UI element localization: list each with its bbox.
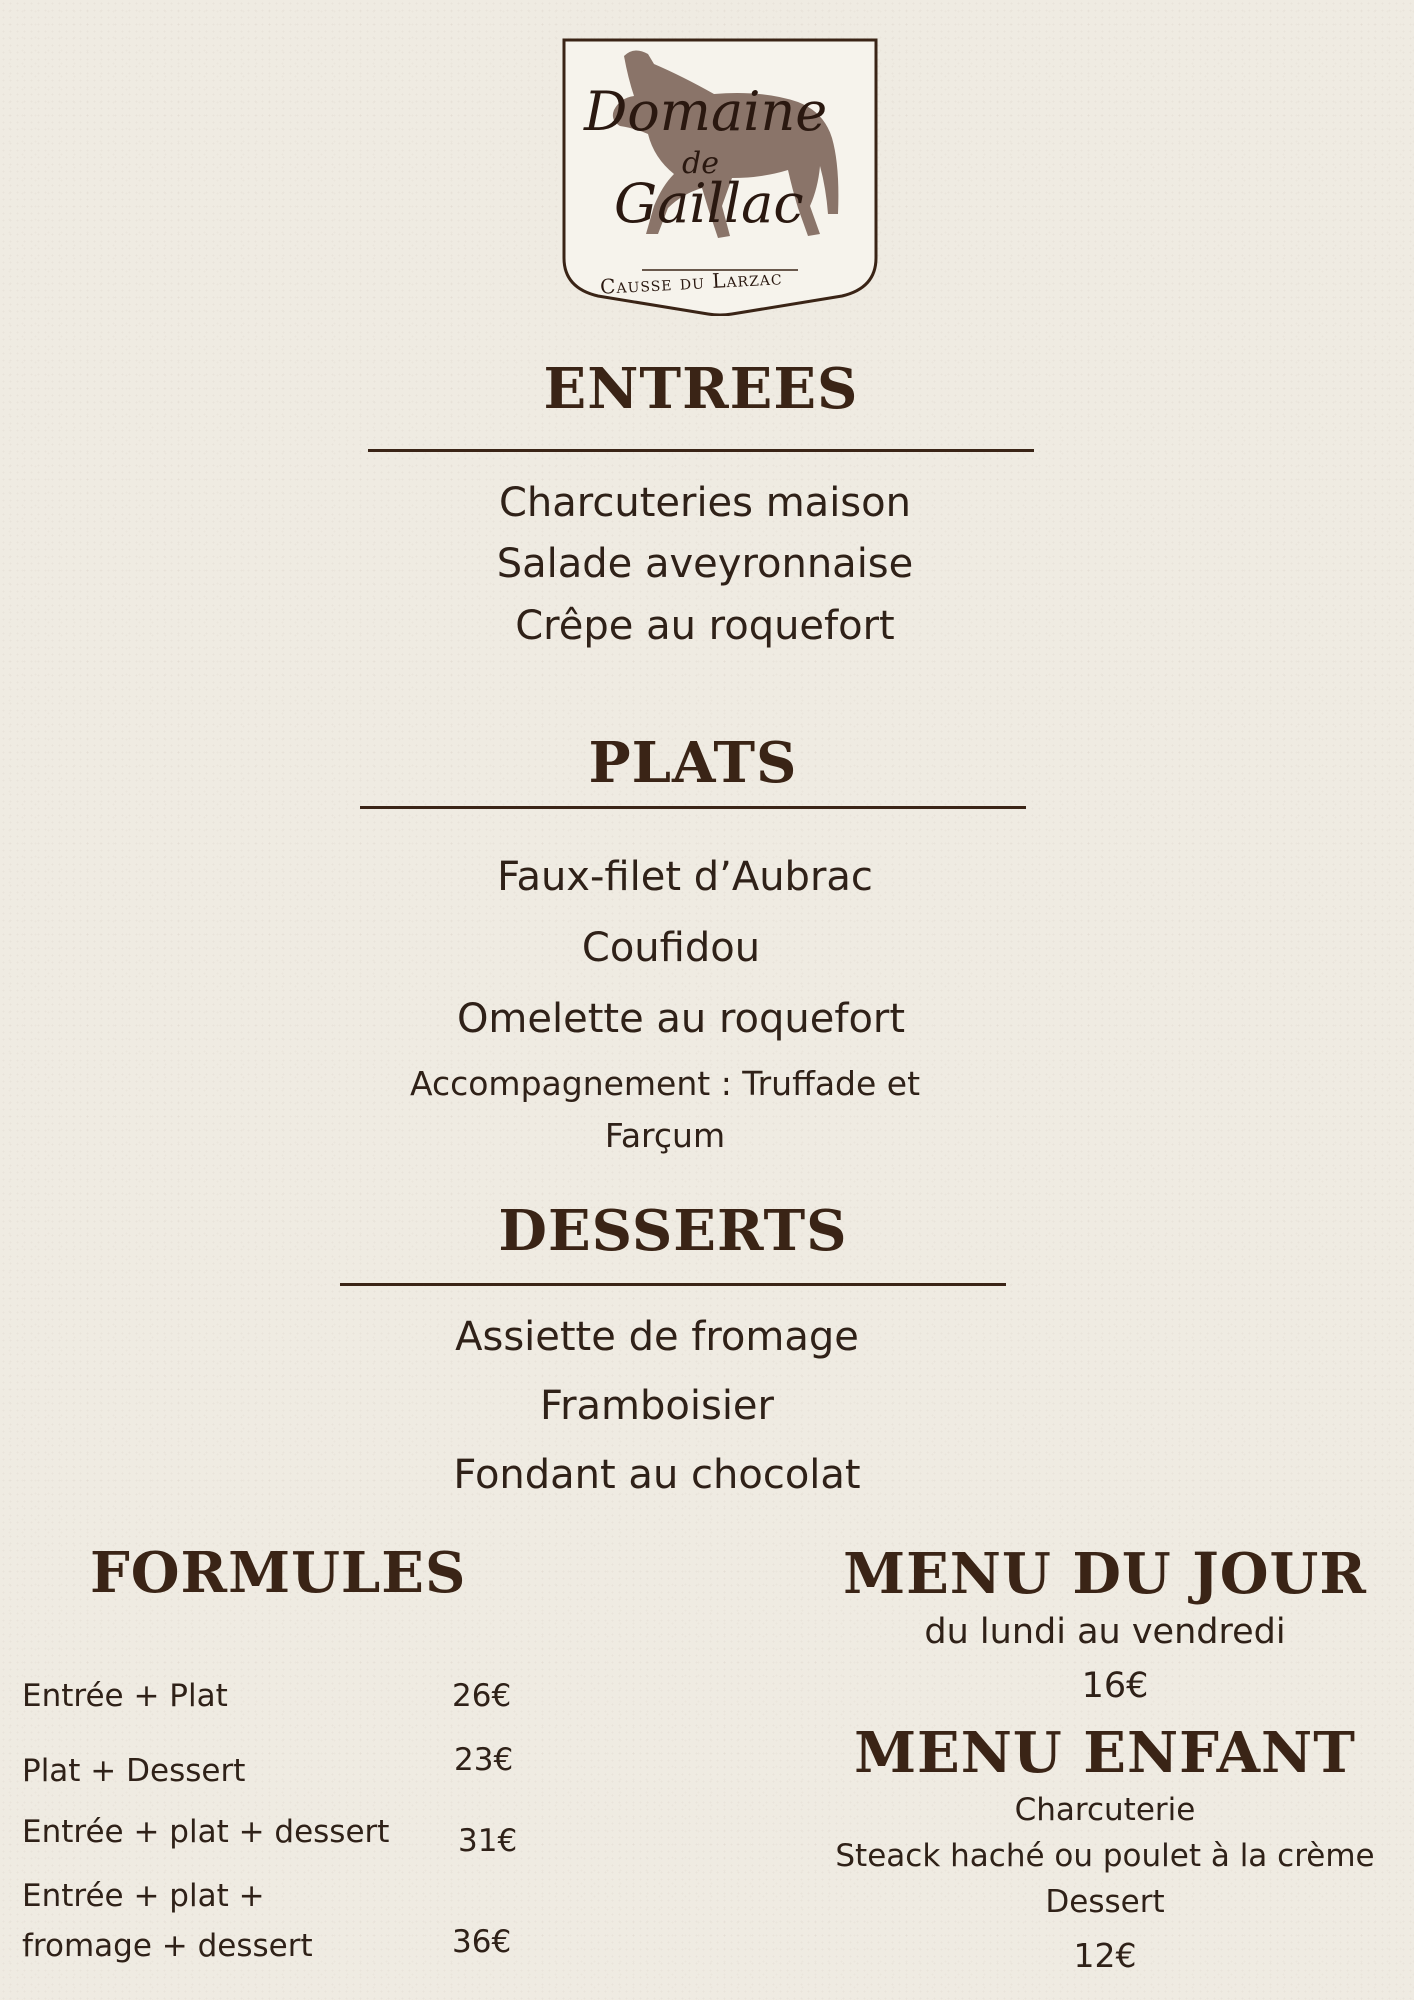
plats-note: Farçum	[604, 1116, 726, 1155]
desserts-item: Fondant au chocolat	[453, 1452, 861, 1498]
menu-du-jour-subtitle: du lundi au vendredi	[924, 1612, 1286, 1652]
menu-du-jour-price: 16€	[1081, 1666, 1149, 1706]
formule-label: Plat + Dessert	[22, 1753, 246, 1789]
plats-item: Omelette au roquefort	[456, 996, 906, 1042]
desserts-title: DESSERTS	[498, 1198, 848, 1264]
entrees-item: Salade aveyronnaise	[496, 541, 914, 587]
entrees-item: Crêpe au roquefort	[515, 603, 895, 649]
logo-word-de: de	[682, 146, 719, 181]
desserts-rule	[340, 1283, 1006, 1286]
entrees-item: Charcuteries maison	[499, 480, 911, 526]
menu-enfant-price: 12€	[1073, 1936, 1137, 1975]
formule-label: Entrée + plat + dessert	[22, 1814, 390, 1850]
formule-price: 23€	[454, 1742, 514, 1778]
plats-item: Faux-filet d’Aubrac	[497, 854, 873, 900]
formule-label: Entrée + plat +	[22, 1878, 265, 1914]
plats-item: Coufidou	[581, 925, 761, 971]
menu-enfant-item: Dessert	[1045, 1884, 1165, 1920]
formules-title: FORMULES	[90, 1540, 467, 1606]
plats-rule	[360, 806, 1026, 809]
menu-du-jour-title: MENU DU JOUR	[843, 1541, 1367, 1607]
formule-price: 36€	[452, 1924, 512, 1960]
logo	[562, 38, 878, 316]
menu-enfant-item: Steack haché ou poulet à la crème	[835, 1838, 1375, 1874]
entrees-title: ENTREES	[543, 356, 859, 422]
entrees-rule	[368, 449, 1034, 452]
logo-word-domaine: Domaine	[584, 80, 828, 143]
menu-enfant-title: MENU ENFANT	[854, 1720, 1356, 1786]
formule-label: Entrée + Plat	[22, 1678, 228, 1714]
logo-word-gaillac: Gaillac	[614, 172, 804, 235]
plats-title: PLATS	[588, 730, 798, 796]
logo-banner: Causse du Larzac	[599, 265, 784, 299]
formule-label: fromage + dessert	[22, 1928, 313, 1964]
desserts-item: Framboisier	[539, 1383, 774, 1429]
menu-enfant-item: Charcuterie	[1014, 1792, 1196, 1828]
plats-note: Accompagnement : Truffade et	[409, 1064, 921, 1103]
formule-price: 31€	[458, 1823, 518, 1859]
formule-price: 26€	[452, 1678, 512, 1714]
desserts-item: Assiette de fromage	[455, 1314, 859, 1360]
